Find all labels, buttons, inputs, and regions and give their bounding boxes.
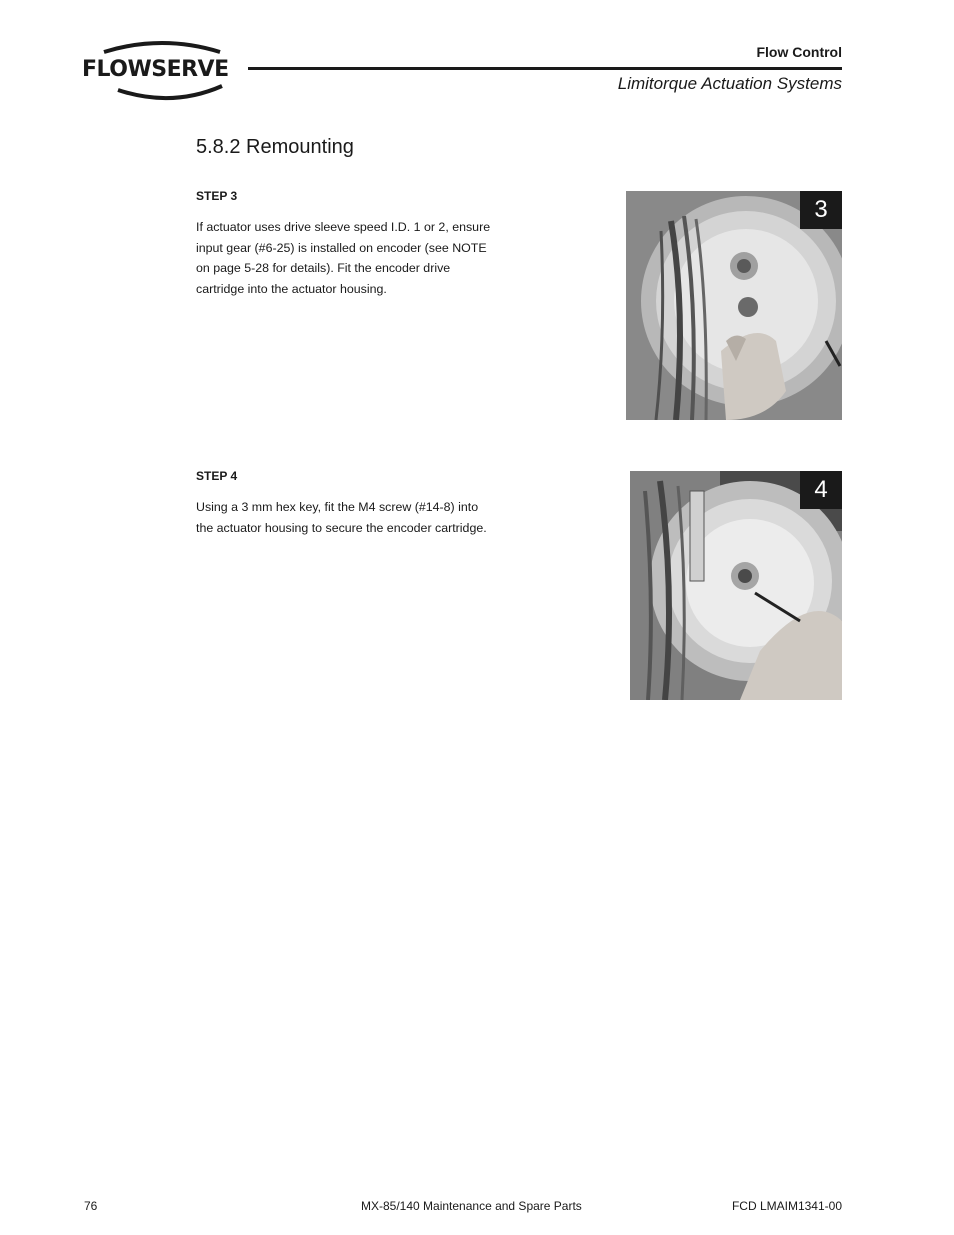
manual-title: MX-85/140 Maintenance and Spare Parts [361,1199,582,1213]
page-number: 76 [84,1199,98,1213]
step-4-label: STEP 4 [196,469,238,483]
step-3-photo [626,191,842,420]
figure-3-badge: 3 [800,191,842,229]
section-title: 5.8.2 Remounting [196,136,354,158]
header-rule [248,67,842,70]
step-4-photo [630,471,842,700]
logo-wordmark: FLOWSERVE [82,57,229,82]
step-3-label: STEP 3 [196,189,238,203]
header-subtitle: Limitorque Actuation Systems [617,74,842,93]
division-label: Flow Control [756,44,842,60]
step-3-text: If actuator uses drive sleeve speed I.D. 1 or 2, ensure input gear (#6-25) is installed on encoder (see NOTE on page 5-28 for details). Fit the encoder drive cartridge into the actuator housing. [196,220,491,296]
document-code: FCD LMAIM1341-00 [731,1199,842,1213]
flowserve-logo [82,40,242,102]
step-4-text: Using a 3 mm hex key, fit the M4 screw (#14-8) into the actuator housing to secure the encoder cartridge. [196,500,487,535]
figure-4-badge: 4 [800,471,842,509]
